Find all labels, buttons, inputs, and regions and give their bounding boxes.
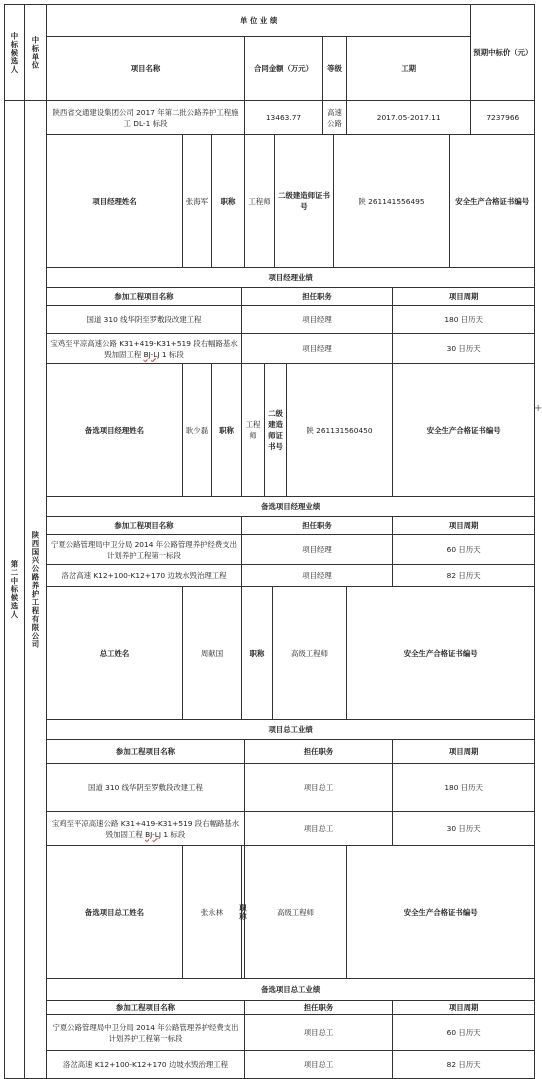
period-header: 工期 [347,37,471,101]
chief-project-2: 宝鸡至平凉高速公路 K31+419-K31+519 段右幅路基水毁加固工程 BJ-LJ 1 标段 [47,812,245,846]
alt-chief-title: 高级工程师 [245,846,347,979]
pm-title-label: 职称 [212,135,245,268]
pm-name: 张海军 [183,135,212,268]
alt-pm-name-label: 备选项目经理姓名 [47,364,183,497]
pm-role-1: 项目经理 [242,306,393,334]
performance-grade: 高速公路 [323,101,347,135]
chief-role-header: 担任职务 [245,740,393,764]
chief-name: 周献国 [183,587,242,720]
alt-pm-title-label: 职称 [212,364,242,497]
pm-duration-2: 30 日历天 [393,334,535,364]
chief-duration-header: 项目周期 [393,740,535,764]
alt-pm-duration-1: 60 日历天 [393,535,535,565]
alt-chief-projects-header: 参加工程项目名称 [47,1001,245,1015]
pm-title: 工程师 [245,135,275,268]
alt-chief-role-1: 项目总工 [245,1015,393,1051]
alt-pm-role-2: 项目经理 [242,565,393,587]
chief-title-label: 职称 [242,587,273,720]
pm-project-1: 国道 310 线华阴至罗敷段改建工程 [47,306,242,334]
expected-price: 7237966 [471,101,535,135]
contract-amount-header: 合同金额（万元） [245,37,323,101]
alt-pm-cert-label: 二级建造师证书号 [265,364,287,497]
alt-chief-performance-title: 备选项目总工业绩 [47,979,535,1001]
alt-chief-role-header: 担任职务 [245,1001,393,1015]
pm-duration-header: 项目周期 [393,288,535,306]
alt-pm-project-1: 宁夏公路管理局中卫分局 2014 年公路管理养护经费支出计划养护工程第一标段 [47,535,242,565]
alt-pm-duration-header: 项目周期 [393,517,535,535]
expand-plus-icon[interactable]: + [534,403,542,414]
alt-chief-title-label: 职称 [242,846,245,979]
bid-result-table [4,4,535,1079]
project-name-header: 项目名称 [47,37,245,101]
chief-role-2: 项目总工 [245,812,393,846]
performance-section-title: 单 位 业 绩 [47,5,471,37]
chief-project-1: 国道 310 线华阴至罗敷段改建工程 [47,764,245,812]
pm-duration-1: 180 日历天 [393,306,535,334]
pm-performance-title: 项目经理业绩 [47,268,535,288]
pm-safety-label: 安全生产合格证书编号 [450,135,535,268]
pm-cert: 陕 261141556495 [334,135,450,268]
alt-chief-duration-1: 60 日历天 [393,1015,535,1051]
chief-title: 高级工程师 [273,587,347,720]
alt-pm-performance-title: 备选项目经理业绩 [47,497,535,517]
chief-performance-title: 项目总工业绩 [47,720,535,740]
alt-pm-safety-label: 安全生产合格证书编号 [393,364,535,497]
performance-amount: 13463.77 [245,101,323,135]
alt-pm-project-2: 洛岔高速 K12+100-K12+170 边坡水毁治理工程 [47,565,242,587]
alt-pm-role-header: 担任职务 [242,517,393,535]
alt-chief-name: 张永林 [183,846,242,979]
pm-role-header: 担任职务 [242,288,393,306]
chief-projects-header: 参加工程项目名称 [47,740,245,764]
alt-chief-duration-header: 项目周期 [393,1001,535,1015]
alt-chief-role-2: 项目总工 [245,1051,393,1079]
grade-header: 等级 [323,37,347,101]
bidder-company: 陕西国兴公路养护工程有限公司 [25,101,47,1079]
pm-project-2: 宝鸡至平凉高速公路 K31+419-K31+519 段右幅路基水毁加固工程 BJ-LJ 1 标段 [47,334,242,364]
performance-period: 2017.05-2017.11 [347,101,471,135]
chief-duration-1: 180 日历天 [393,764,535,812]
bidder-column-header: 中标单位 [25,5,47,101]
expected-price-header: 预期中标价（元） [471,5,535,101]
alt-chief-safety-label: 安全生产合格证书编号 [347,846,535,979]
alt-chief-duration-2: 82 日历天 [393,1051,535,1079]
alt-pm-duration-2: 82 日历天 [393,565,535,587]
pm-cert-label: 二级建造师证书号 [275,135,334,268]
chief-role-1: 项目总工 [245,764,393,812]
pm-name-label: 项目经理姓名 [47,135,183,268]
performance-project: 陕西省交通建设集团公司 2017 年第二批公路养护工程施工 DL-1 标段 [47,101,245,135]
alt-chief-name-label: 备选项目总工姓名 [47,846,183,979]
candidate-rank: 第二中标候选人 [5,101,25,1079]
candidate-column-header: 中标候选人 [5,5,25,101]
alt-pm-name: 耿少磊 [183,364,212,497]
pm-projects-header: 参加工程项目名称 [47,288,242,306]
pm-role-2: 项目经理 [242,334,393,364]
chief-name-label: 总工姓名 [47,587,183,720]
alt-pm-projects-header: 参加工程项目名称 [47,517,242,535]
alt-pm-title: 工程师 [242,364,265,497]
alt-chief-project-2: 洛岔高速 K12+100-K12+170 边坡水毁治理工程 [47,1051,245,1079]
chief-duration-2: 30 日历天 [393,812,535,846]
alt-pm-role-1: 项目经理 [242,535,393,565]
alt-chief-project-1: 宁夏公路管理局中卫分局 2014 年公路管理养护经费支出计划养护工程第一标段 [47,1015,245,1051]
chief-safety-label: 安全生产合格证书编号 [347,587,535,720]
alt-pm-cert: 陕 261131560450 [287,364,393,497]
